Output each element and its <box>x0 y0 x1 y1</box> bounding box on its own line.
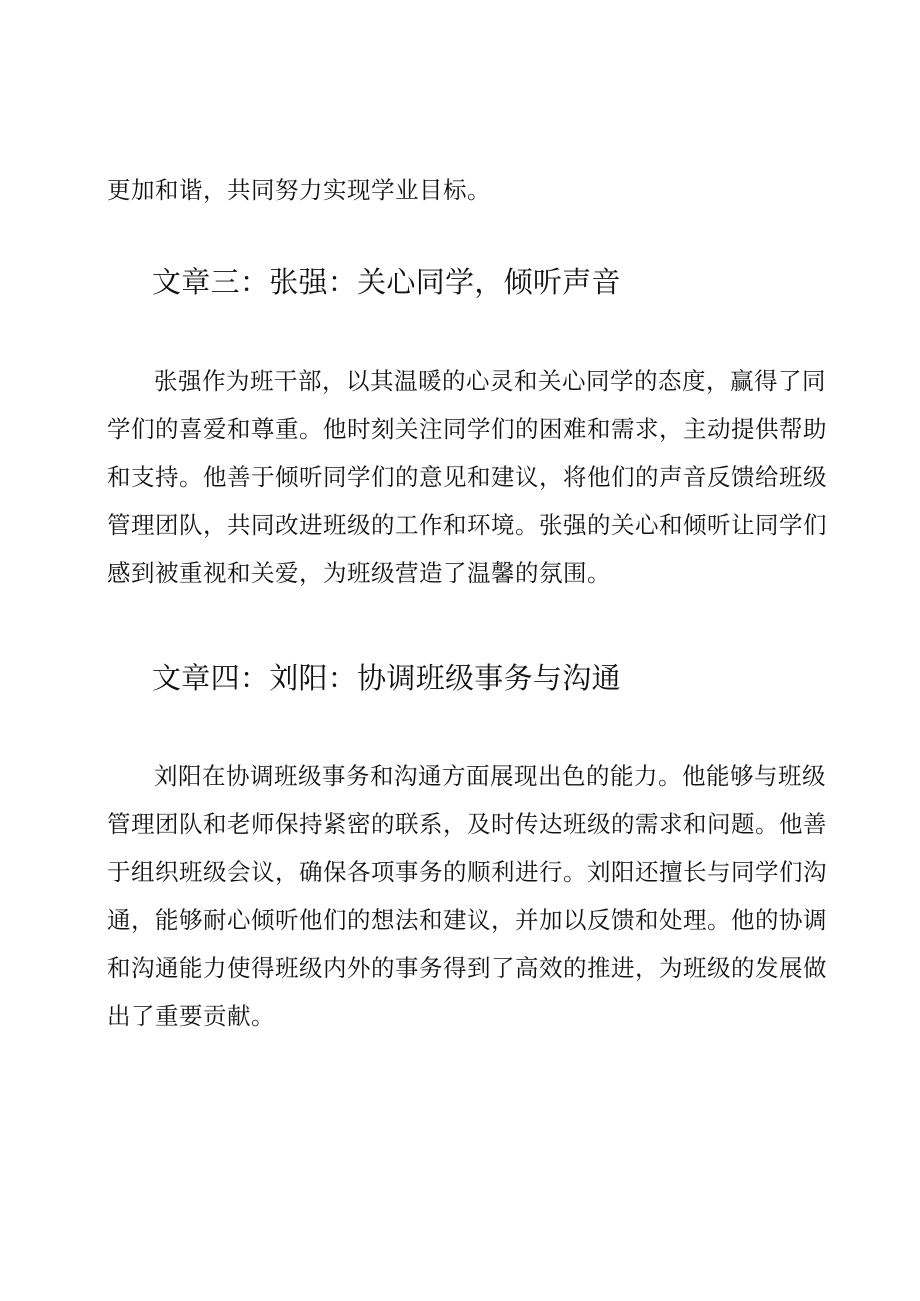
paragraph-line: 和支持。他善于倾听同学们的意见和建议，将他们的声音反馈给班级 <box>107 463 827 491</box>
article3-title: 文章三：张强：关心同学，倾听声音 <box>152 265 621 299</box>
paragraph-line: 通，能够耐心倾听他们的想法和建议，并加以反馈和处理。他的协调 <box>107 906 827 934</box>
article3-paragraph <box>107 357 827 597</box>
paragraph-line: 更加和谐，共同努力实现学业目标。 <box>107 176 491 204</box>
paragraph-line: 学们的喜爱和尊重。他时刻关注同学们的困难和需求，主动提供帮助 <box>107 415 827 443</box>
paragraph-line: 张强作为班干部，以其温暖的心灵和关心同学的态度，赢得了同 <box>154 367 826 395</box>
paragraph-line: 刘阳在协调班级事务和沟通方面展现出色的能力。他能够与班级 <box>154 762 826 790</box>
paragraph-line: 和沟通能力使得班级内外的事务得到了高效的推进，为班级的发展做 <box>107 954 827 982</box>
paragraph-line: 感到被重视和关爱，为班级营造了温馨的氛围。 <box>107 559 611 587</box>
paragraph-line: 管理团队，共同改进班级的工作和环境。张强的关心和倾听让同学们 <box>107 511 827 539</box>
article4-title: 文章四：刘阳：协调班级事务与沟通 <box>152 661 621 695</box>
article4-paragraph <box>107 752 827 1040</box>
paragraph-line: 出了重要贡献。 <box>107 1002 275 1030</box>
paragraph-line: 于组织班级会议，确保各项事务的顺利进行。刘阳还擅长与同学们沟 <box>107 858 827 886</box>
paragraph-line: 管理团队和老师保持紧密的联系，及时传达班级的需求和问题。他善 <box>107 810 827 838</box>
intro-paragraph <box>107 166 807 214</box>
